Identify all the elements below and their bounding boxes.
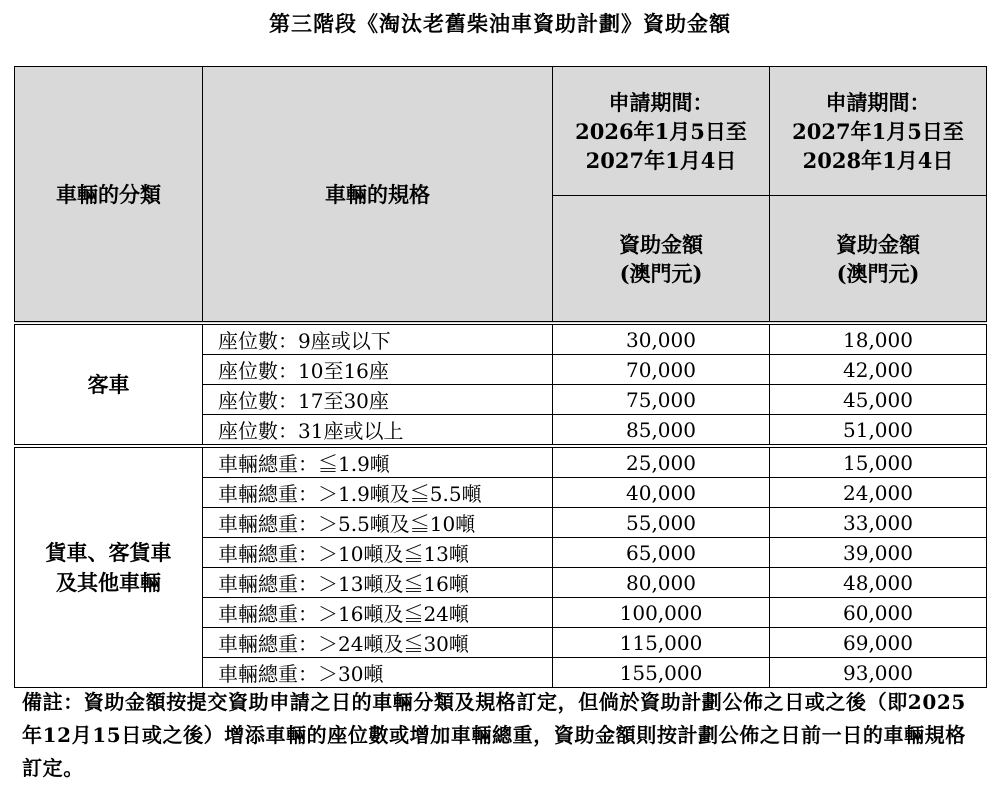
spec-cell: 車輛總重：＞10噸及≦13噸 (203, 538, 553, 568)
amount-period-2-cell: 69,000 (770, 628, 987, 658)
category-label: 及其他車輛 (56, 569, 161, 595)
amount-period-2-cell: 93,000 (770, 658, 987, 688)
page-title: 第三階段《淘汰老舊柴油車資助計劃》資助金額 (269, 11, 731, 36)
amount-period-1-cell: 55,000 (553, 508, 770, 538)
header-amount-line: 資助金額 (619, 231, 703, 257)
amount-period-2-cell: 24,000 (770, 478, 987, 508)
spec-cell: 車輛總重：＞24噸及≦30噸 (203, 628, 553, 658)
spec-cell: 車輛總重：＞5.5噸及≦10噸 (203, 508, 553, 538)
header-amount-1 (553, 196, 770, 324)
amount-period-1-cell: 70,000 (553, 355, 770, 385)
remarks-note: 備註：資助金額按提交資助申請之日的車輛分類及規格訂定，但倘於資助計劃公佈之日或之後（即2025年12月15日或之後）增添車輛的座位數或增加車輛總重，資助金額則按計劃公佈之日前一日的車輛規格訂定。 (22, 690, 966, 780)
header-amount-unit: (澳門元) (836, 260, 920, 286)
category-label: 客車 (87, 371, 130, 397)
table-row (15, 446, 987, 478)
amount-period-2-cell: 18,000 (770, 323, 987, 355)
header-period-2-line: 2027年1月5日至 (792, 118, 964, 144)
amount-period-2-cell: 42,000 (770, 355, 987, 385)
amount-period-1-cell: 155,000 (553, 658, 770, 688)
amount-period-2-cell: 39,000 (770, 538, 987, 568)
header-amount-line: 資助金額 (836, 231, 920, 257)
amount-period-2-cell: 33,000 (770, 508, 987, 538)
category-cell (15, 446, 203, 688)
amount-period-2-cell: 45,000 (770, 385, 987, 415)
spec-cell: 座位數：9座或以下 (203, 323, 553, 355)
amount-period-2-cell: 15,000 (770, 446, 987, 478)
header-period-1 (553, 67, 770, 196)
amount-period-1-cell: 80,000 (553, 568, 770, 598)
category-cell (15, 323, 203, 446)
spec-cell: 座位數：31座或以上 (203, 415, 553, 447)
header-period-2-line: 申請期間： (825, 89, 931, 115)
spec-cell: 車輛總重：＞16噸及≦24噸 (203, 598, 553, 628)
amount-period-1-cell: 115,000 (553, 628, 770, 658)
header-amount-2 (770, 196, 987, 324)
table-row (15, 323, 987, 355)
header-spec: 車輛的規格 (203, 67, 553, 324)
header-period-2 (770, 67, 987, 196)
category-label: 貨車、客貨車 (45, 539, 172, 565)
spec-cell: 車輛總重：≦1.9噸 (203, 446, 553, 478)
header-category: 車輛的分類 (15, 67, 203, 324)
spec-cell: 車輛總重：＞1.9噸及≦5.5噸 (203, 478, 553, 508)
amount-period-1-cell: 100,000 (553, 598, 770, 628)
spec-cell: 座位數：10至16座 (203, 355, 553, 385)
amount-period-2-cell: 51,000 (770, 415, 987, 447)
header-period-1-line: 申請期間： (608, 89, 714, 115)
spec-cell: 車輛總重：＞30噸 (203, 658, 553, 688)
amount-period-1-cell: 85,000 (553, 415, 770, 447)
amount-period-1-cell: 75,000 (553, 385, 770, 415)
amount-period-1-cell: 25,000 (553, 446, 770, 478)
spec-cell: 座位數：17至30座 (203, 385, 553, 415)
amount-period-2-cell: 60,000 (770, 598, 987, 628)
header-amount-unit: (澳門元) (619, 260, 703, 286)
amount-period-2-cell: 48,000 (770, 568, 987, 598)
amount-period-1-cell: 65,000 (553, 538, 770, 568)
amount-period-1-cell: 40,000 (553, 478, 770, 508)
amount-period-1-cell: 30,000 (553, 323, 770, 355)
header-period-1-line: 2026年1月5日至 (575, 118, 747, 144)
spec-cell: 車輛總重：＞13噸及≦16噸 (203, 568, 553, 598)
header-period-2-line: 2028年1月4日 (802, 147, 954, 173)
header-period-1-line: 2027年1月4日 (585, 147, 737, 173)
subsidy-table (14, 66, 987, 688)
